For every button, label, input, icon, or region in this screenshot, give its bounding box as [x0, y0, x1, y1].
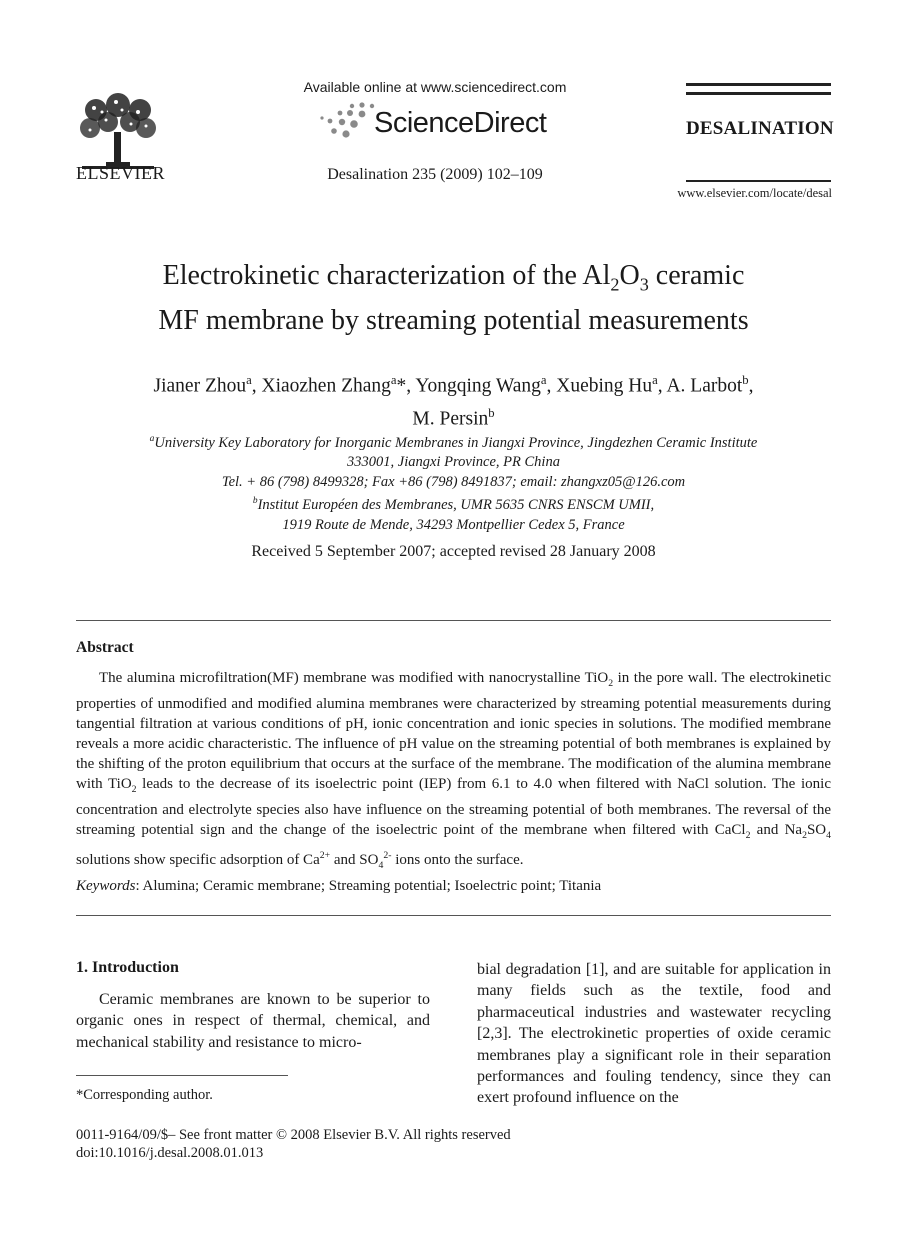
author-name: Xiaozhen Zhang — [261, 375, 391, 397]
section-heading-introduction: 1. Introduction — [76, 959, 179, 976]
author-name: M. Persin — [412, 408, 489, 429]
author-name: Yongqing Wang — [415, 375, 541, 397]
author-name: Jianer Zhou — [153, 375, 247, 397]
author-name: A. Larbot — [666, 375, 743, 397]
body-text-left-column: Ceramic membranes are known to be superior to organic ones in respect of thermal, chemical, and mechanical stability and resistance to micro- — [76, 991, 430, 1051]
journal-citation: Desalination 235 (2009) 102–109 — [327, 166, 543, 183]
body-text-right-column: bial degradation [1], and are suitable for application in many fields such as the textile, food and pharmaceutical industries and wastewater recycling [2,3]. The electrokinetic properties of oxide ceramic membranes play a significant role in their separation performances and fouling tendency, since they can exert profound influence on the — [477, 961, 831, 1107]
footnote-rule — [76, 1075, 288, 1076]
copyright-doi — [76, 1126, 511, 1162]
issn-copyright: 0011-9164/09/$– See front matter © 2008 Elsevier B.V. All rights reserved — [76, 1127, 511, 1143]
abstract-heading: Abstract — [76, 639, 134, 656]
abstract-bottom-rule — [76, 915, 831, 916]
journal-url: www.elsevier.com/locate/desal — [677, 186, 832, 200]
header-rule-bottom — [686, 180, 831, 182]
abstract-text: The alumina microfiltration(MF) membrane was modified with nanocrystalline TiO$_2$ in the pore wall. The electrokinetic properties of unmodified and modified alumina membranes were characterized by streaming potential measurements during tangential filtration at various conditions of pH, ionic concentration and ionic species in solutions. The modified membrane reveals a more acidic characteristic. The influence of pH value on the streaming potential of both membranes is explained by the shifting of the proton equilibrium that occurs at the surface of the membrane. The modification of the alumina membrane with TiO$_2$ leads to the decrease of its isoelectric point (IEP) from 6.1 to 4.0 when filtered with NaCl solution. The ionic concentration and electrolyte species also have influence on the streaming potential of both membranes. The reversal of the streaming potential sign and the change of the isoelectric point of the membrane when filtered with CaCl$_2$ and $Na_2SO_4$ solutions show specific adsorption of $Ca^{2+}$ and $SO_4^{2-}$ ions onto the surface. — [76, 670, 831, 871]
abstract-top-rule — [76, 620, 831, 621]
author-name: Xuebing Hu — [556, 375, 653, 397]
contact-info: Tel. + 86 (798) 8499328; Fax +86 (798) 8491837; email: zhangxz05@126.com — [221, 473, 686, 490]
doi: doi:10.1016/j.desal.2008.01.013 — [76, 1145, 264, 1161]
header-rule-top — [686, 83, 831, 86]
keywords: Keywords: Alumina; Ceramic membrane; Streaming potential; Isoelectric point; Titania — [76, 878, 602, 894]
sciencedirect-wordmark: ScienceDirect — [374, 107, 547, 139]
corresponding-author-footnote: *Corresponding author. — [76, 1087, 213, 1103]
received-dates: Received 5 September 2007; accepted revised 28 January 2008 — [251, 543, 656, 560]
publisher-name: ELSEVIER — [76, 163, 165, 183]
available-online-text: Available online at www.sciencedirect.com — [303, 79, 567, 95]
affiliations: $^a$University Key Laboratory for Inorganic Membranes in Jiangxi Province, Jingdezhen Ceramic Institute 333001, Jiangxi Province, PR China Tel. + 86 (798) 8499328; Fax +86 (798) 8491837; email: zhangxz05@126.com $^b$Institut Européen des Membranes, UMR 5635 CNRS ENSCM UMII, 1919 Route de Mende, 34293 Montpellier Cedex 5, France — [149, 434, 758, 533]
journal-name: DESALINATION — [686, 118, 834, 139]
sciencedirect-dots-icon — [318, 100, 378, 142]
header-rule-second — [686, 92, 831, 95]
article-title: Electrokinetic characterization of the $Al_2O_3$ ceramic MF membrane by streaming potential measurements — [158, 260, 749, 336]
author-list: Jianer Zhou$^a$, Xiaozhen Zhang$^a$*, Yongqing Wang$^a$, Xuebing Hu$^a$, A. Larbot$^b$, M. Persin$^b$ — [153, 373, 754, 429]
